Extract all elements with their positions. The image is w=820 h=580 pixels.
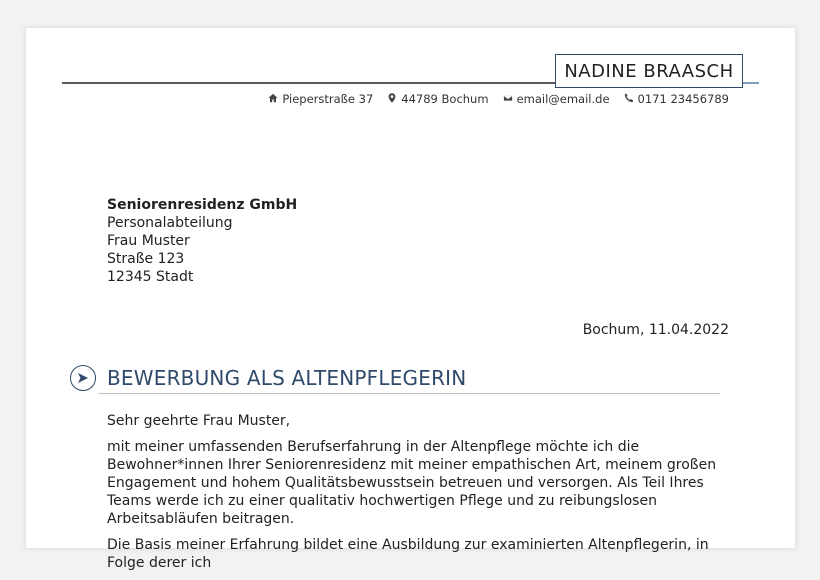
contact-bar bbox=[268, 92, 729, 106]
contact-city-text: 44789 Bochum bbox=[401, 92, 489, 106]
recipient-address bbox=[107, 196, 297, 286]
contact-email-text: email@email.de bbox=[516, 92, 610, 106]
applicant-name: NADINE BRAASCH bbox=[555, 54, 743, 88]
recipient-city: 12345 Stadt bbox=[107, 269, 194, 285]
recipient-department: Personalabteilung bbox=[107, 215, 233, 231]
envelope-icon bbox=[503, 92, 513, 106]
contact-phone bbox=[624, 92, 729, 106]
contact-address bbox=[268, 92, 373, 106]
contact-email bbox=[503, 92, 610, 106]
letter-date: Bochum, 11.04.2022 bbox=[582, 322, 729, 338]
contact-city bbox=[387, 92, 488, 106]
letter-body bbox=[107, 412, 747, 580]
body-paragraph-2: Die Basis meiner Erfahrung bildet eine Ausbildung zur examinierten Altenpflegerin, in Folge derer ich bbox=[107, 537, 709, 571]
recipient-company: Seniorenresidenz GmbH bbox=[107, 197, 298, 213]
contact-address-text: Pieperstraße 37 bbox=[282, 92, 374, 106]
salutation: Sehr geehrte Frau Muster, bbox=[107, 413, 291, 429]
home-icon bbox=[268, 92, 278, 106]
recipient-street: Straße 123 bbox=[107, 251, 185, 267]
body-paragraph-1: mit meiner umfassenden Berufserfahrung in der Altenpflege möchte ich die Bewohner*innen Ihrer Seniorenresidenz mit meiner empathischen Art, meinem großen Engagement und hohem Qualitätsbewusstsein betreuen und versorgen. Als Teil Ihres Teams werde ich zu einer qualitativ hochwertigen Pflege und zu reibungslosen Arbeitsabläufen beitragen. bbox=[107, 439, 717, 527]
subject-underline bbox=[98, 393, 720, 394]
recipient-contact-person: Frau Muster bbox=[107, 233, 190, 249]
contact-phone-text: 0171 23456789 bbox=[637, 92, 729, 106]
phone-icon bbox=[624, 92, 634, 106]
location-pin-icon bbox=[387, 92, 397, 106]
letter-page bbox=[26, 28, 795, 571]
letter-subject: BEWERBUNG ALS ALTENPFLEGERIN bbox=[107, 366, 467, 390]
arrow-right-circle-icon bbox=[70, 365, 96, 391]
